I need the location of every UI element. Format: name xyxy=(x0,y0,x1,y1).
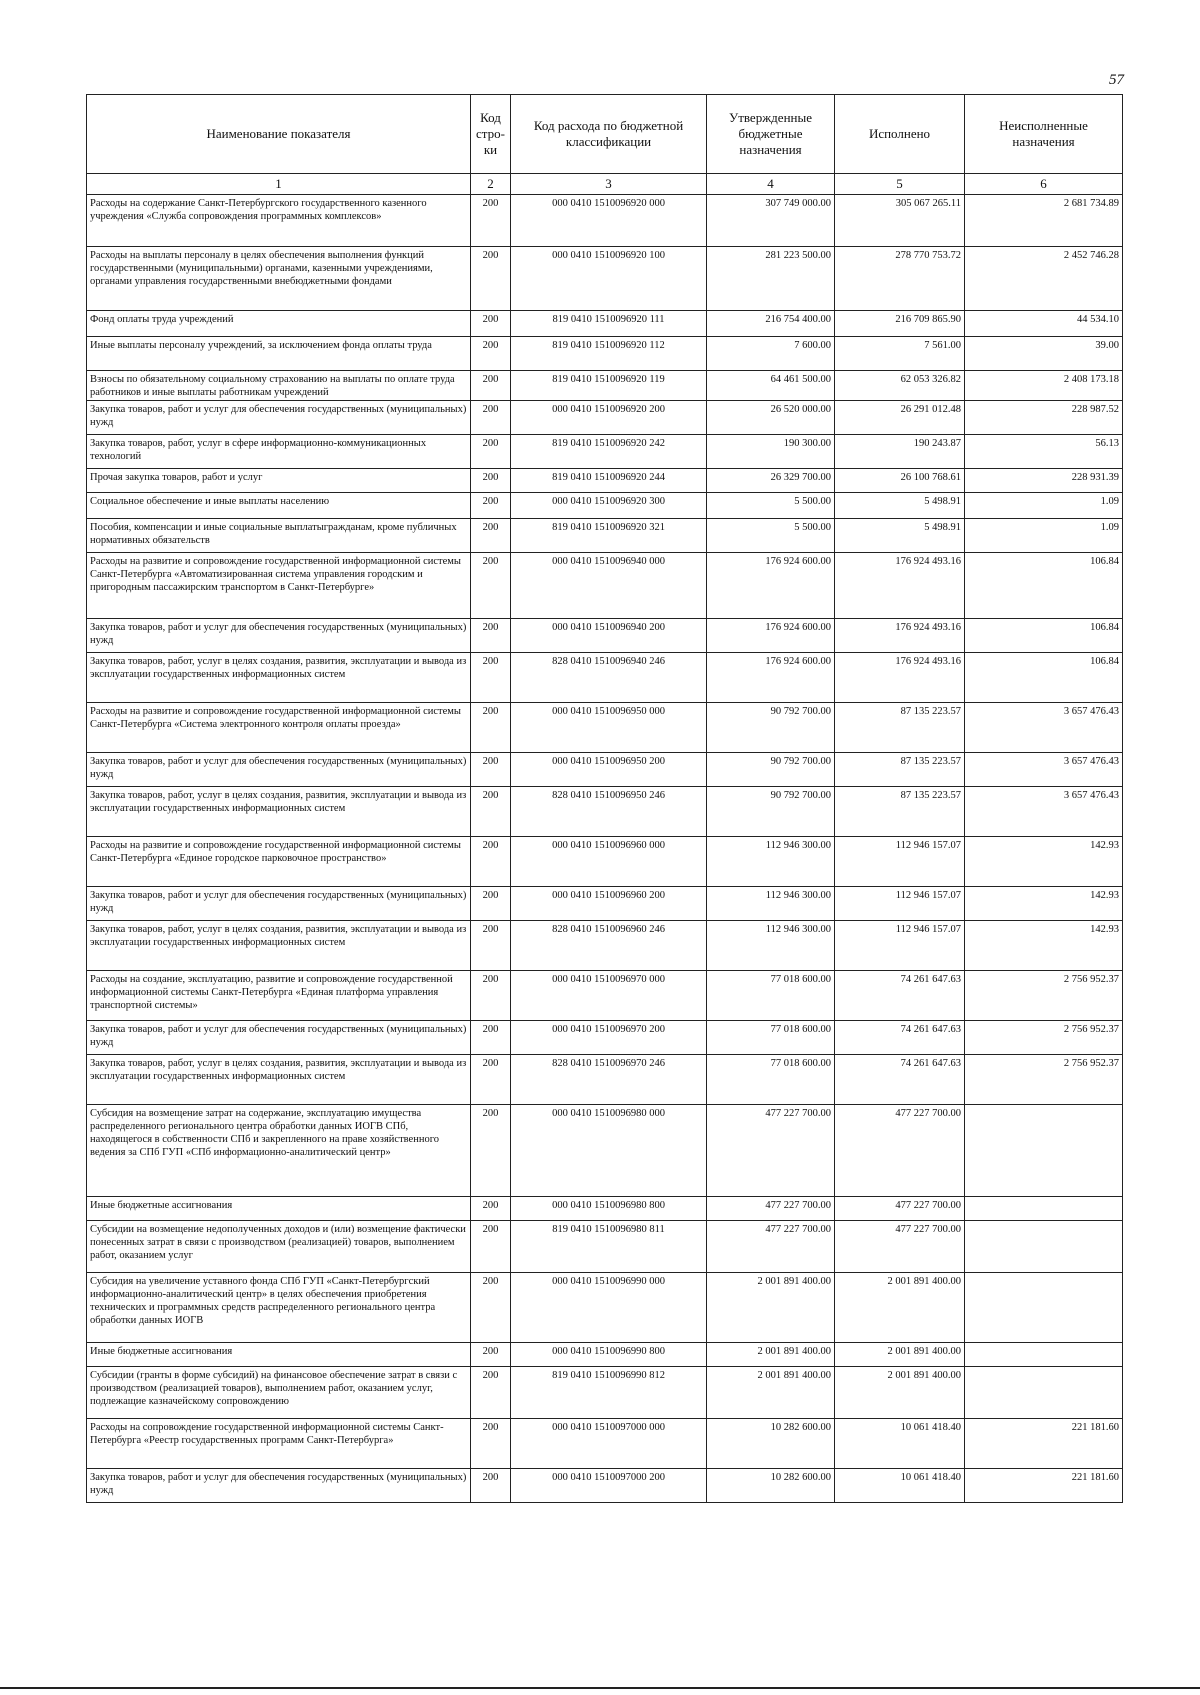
row-line-code: 200 xyxy=(471,887,511,921)
row-unexecuted: 1.09 xyxy=(965,519,1123,553)
row-name: Расходы на выплаты персоналу в целях обеспечения выполнения функций государственными (муниципальными) органами, казенными учреждениями, органами управления государственными внебюджетными фондами xyxy=(87,247,471,311)
row-executed: 74 261 647.63 xyxy=(835,1055,965,1105)
row-line-code: 200 xyxy=(471,195,511,247)
row-unexecuted xyxy=(965,1343,1123,1367)
row-name: Расходы на развитие и сопровождение государственной информационной системы Санкт-Петербурга «Единое городское парковочное пространство» xyxy=(87,837,471,887)
table-row xyxy=(87,553,1123,619)
row-name: Субсидии (гранты в форме субсидий) на финансовое обеспечение затрат в связи с производством (реализацией товаров), выполнением работ, оказанием услуг, подлежащие казначейскому сопровождению xyxy=(87,1367,471,1419)
row-executed: 477 227 700.00 xyxy=(835,1197,965,1221)
row-unexecuted: 2 756 952.37 xyxy=(965,1021,1123,1055)
row-approved: 477 227 700.00 xyxy=(707,1197,835,1221)
row-approved: 64 461 500.00 xyxy=(707,371,835,401)
bottom-rule xyxy=(0,1687,1200,1689)
row-approved: 477 227 700.00 xyxy=(707,1221,835,1273)
table-row xyxy=(87,311,1123,337)
row-approved: 77 018 600.00 xyxy=(707,971,835,1021)
row-name: Субсидии на возмещение недополученных доходов и (или) возмещение фактически понесенных затрат в связи с производством (реализацией) товаров, выполнением работ, оказанием услуг xyxy=(87,1221,471,1273)
row-budget-code: 819 0410 1510096920 119 xyxy=(511,371,707,401)
row-line-code: 200 xyxy=(471,753,511,787)
row-budget-code: 819 0410 1510096990 812 xyxy=(511,1367,707,1419)
row-budget-code: 819 0410 1510096920 244 xyxy=(511,469,707,493)
row-name: Пособия, компенсации и иные социальные выплатыгражданам, кроме публичных нормативных обязательств xyxy=(87,519,471,553)
row-budget-code: 000 0410 1510097000 000 xyxy=(511,1419,707,1469)
row-name: Фонд оплаты труда учреждений xyxy=(87,311,471,337)
table-row xyxy=(87,1273,1123,1343)
row-name: Расходы на содержание Санкт-Петербургского государственного казенного учреждения «Служба сопровождения программных комплексов» xyxy=(87,195,471,247)
row-line-code: 200 xyxy=(471,787,511,837)
row-name: Закупка товаров, работ и услуг для обеспечения государственных (муниципальных) нужд xyxy=(87,1021,471,1055)
row-budget-code: 828 0410 1510096950 246 xyxy=(511,787,707,837)
column-number: 2 xyxy=(471,174,511,195)
row-approved: 477 227 700.00 xyxy=(707,1105,835,1197)
table-row xyxy=(87,1343,1123,1367)
row-approved: 112 946 300.00 xyxy=(707,921,835,971)
row-budget-code: 000 0410 1510096940 200 xyxy=(511,619,707,653)
column-number-row xyxy=(87,174,1123,195)
row-executed: 176 924 493.16 xyxy=(835,553,965,619)
table-row xyxy=(87,787,1123,837)
row-budget-code: 828 0410 1510096970 246 xyxy=(511,1055,707,1105)
row-unexecuted: 228 931.39 xyxy=(965,469,1123,493)
row-budget-code: 819 0410 1510096920 242 xyxy=(511,435,707,469)
row-approved: 176 924 600.00 xyxy=(707,619,835,653)
table-row xyxy=(87,493,1123,519)
table-row xyxy=(87,337,1123,371)
row-line-code: 200 xyxy=(471,1367,511,1419)
row-approved: 26 520 000.00 xyxy=(707,401,835,435)
row-name: Закупка товаров, работ и услуг для обеспечения государственных (муниципальных) нужд xyxy=(87,401,471,435)
header-unexecuted: Неисполненные назначения xyxy=(965,95,1123,174)
table-row xyxy=(87,1221,1123,1273)
row-budget-code: 819 0410 1510096980 811 xyxy=(511,1221,707,1273)
row-approved: 176 924 600.00 xyxy=(707,653,835,703)
row-executed: 112 946 157.07 xyxy=(835,837,965,887)
row-budget-code: 000 0410 1510096940 000 xyxy=(511,553,707,619)
row-executed: 5 498.91 xyxy=(835,493,965,519)
row-name: Закупка товаров, работ, услуг в целях создания, развития, эксплуатации и вывода из эксплуатации государственных информационных систем xyxy=(87,787,471,837)
row-approved: 216 754 400.00 xyxy=(707,311,835,337)
row-executed: 87 135 223.57 xyxy=(835,703,965,753)
row-name: Расходы на создание, эксплуатацию, развитие и сопровождение государственной информационной системы Санкт-Петербурга «Единая платформа управления транспортной системы» xyxy=(87,971,471,1021)
row-name: Закупка товаров, работ и услуг для обеспечения государственных (муниципальных) нужд xyxy=(87,619,471,653)
row-name: Социальное обеспечение и иные выплаты населению xyxy=(87,493,471,519)
row-executed: 10 061 418.40 xyxy=(835,1419,965,1469)
row-unexecuted xyxy=(965,1105,1123,1197)
row-approved: 2 001 891 400.00 xyxy=(707,1343,835,1367)
table-row xyxy=(87,1055,1123,1105)
row-line-code: 200 xyxy=(471,1273,511,1343)
row-line-code: 200 xyxy=(471,493,511,519)
row-budget-code: 000 0410 1510096980 800 xyxy=(511,1197,707,1221)
row-unexecuted: 221 181.60 xyxy=(965,1469,1123,1503)
row-line-code: 200 xyxy=(471,1197,511,1221)
row-name: Субсидия на увеличение уставного фонда СПб ГУП «Санкт-Петербургский информационно-аналитический центр» в целях обеспечения приобретения технических и программных средств распределенного регионального центра обработки данных ИОГВ xyxy=(87,1273,471,1343)
row-name: Закупка товаров, работ, услуг в целях создания, развития, эксплуатации и вывода из эксплуатации государственных информационных систем xyxy=(87,1055,471,1105)
table-row xyxy=(87,619,1123,653)
row-budget-code: 819 0410 1510096920 111 xyxy=(511,311,707,337)
row-executed: 7 561.00 xyxy=(835,337,965,371)
column-number: 5 xyxy=(835,174,965,195)
row-executed: 74 261 647.63 xyxy=(835,971,965,1021)
row-executed: 26 291 012.48 xyxy=(835,401,965,435)
row-executed: 2 001 891 400.00 xyxy=(835,1273,965,1343)
table-row xyxy=(87,469,1123,493)
row-executed: 176 924 493.16 xyxy=(835,653,965,703)
row-budget-code: 000 0410 1510096920 300 xyxy=(511,493,707,519)
page-number: 57 xyxy=(1109,72,1124,88)
row-line-code: 200 xyxy=(471,837,511,887)
row-executed: 278 770 753.72 xyxy=(835,247,965,311)
row-executed: 216 709 865.90 xyxy=(835,311,965,337)
table-row xyxy=(87,401,1123,435)
row-executed: 477 227 700.00 xyxy=(835,1105,965,1197)
row-line-code: 200 xyxy=(471,1021,511,1055)
row-line-code: 200 xyxy=(471,1419,511,1469)
row-unexecuted: 39.00 xyxy=(965,337,1123,371)
row-line-code: 200 xyxy=(471,971,511,1021)
row-executed: 62 053 326.82 xyxy=(835,371,965,401)
row-budget-code: 000 0410 1510096970 200 xyxy=(511,1021,707,1055)
table-row xyxy=(87,1367,1123,1419)
row-budget-code: 819 0410 1510096920 321 xyxy=(511,519,707,553)
row-line-code: 200 xyxy=(471,1055,511,1105)
table-row xyxy=(87,519,1123,553)
row-line-code: 200 xyxy=(471,553,511,619)
row-budget-code: 828 0410 1510096960 246 xyxy=(511,921,707,971)
row-name: Иные бюджетные ассигнования xyxy=(87,1343,471,1367)
row-approved: 5 500.00 xyxy=(707,493,835,519)
table-row xyxy=(87,887,1123,921)
table-body xyxy=(87,174,1123,1503)
table-row xyxy=(87,247,1123,311)
table-row xyxy=(87,371,1123,401)
header-executed: Исполнено xyxy=(835,95,965,174)
row-line-code: 200 xyxy=(471,619,511,653)
table-row xyxy=(87,753,1123,787)
row-budget-code: 000 0410 1510096920 100 xyxy=(511,247,707,311)
row-unexecuted xyxy=(965,1221,1123,1273)
row-approved: 307 749 000.00 xyxy=(707,195,835,247)
row-unexecuted xyxy=(965,1367,1123,1419)
row-name: Расходы на развитие и сопровождение государственной информационной системы Санкт-Петербурга «Автоматизированная система управления городским и пригородным пассажирским транспортом в Санкт-Петербурге» xyxy=(87,553,471,619)
row-budget-code: 828 0410 1510096940 246 xyxy=(511,653,707,703)
row-executed: 2 001 891 400.00 xyxy=(835,1367,965,1419)
row-unexecuted: 1.09 xyxy=(965,493,1123,519)
row-name: Иные выплаты персоналу учреждений, за исключением фонда оплаты труда xyxy=(87,337,471,371)
row-name: Закупка товаров, работ, услуг в сфере информационно-коммуникационных технологий xyxy=(87,435,471,469)
table-row xyxy=(87,837,1123,887)
row-executed: 112 946 157.07 xyxy=(835,887,965,921)
row-executed: 5 498.91 xyxy=(835,519,965,553)
table-row xyxy=(87,1469,1123,1503)
row-unexecuted: 142.93 xyxy=(965,837,1123,887)
table-row xyxy=(87,1419,1123,1469)
row-unexecuted: 2 681 734.89 xyxy=(965,195,1123,247)
row-line-code: 200 xyxy=(471,401,511,435)
row-unexecuted: 3 657 476.43 xyxy=(965,787,1123,837)
row-name: Субсидия на возмещение затрат на содержание, эксплуатацию имущества распределенного регионального центра обработки данных ИОГВ СПб, находящегося в собственности СПб и закрепленного на праве хозяйственного ведения за СПб ГУП «СПб информационно-аналитический центр» xyxy=(87,1105,471,1197)
row-executed: 2 001 891 400.00 xyxy=(835,1343,965,1367)
table-row xyxy=(87,971,1123,1021)
row-budget-code: 000 0410 1510096990 000 xyxy=(511,1273,707,1343)
row-approved: 77 018 600.00 xyxy=(707,1055,835,1105)
report-sheet xyxy=(86,94,1122,1503)
table-row xyxy=(87,195,1123,247)
table-row xyxy=(87,1197,1123,1221)
row-executed: 26 100 768.61 xyxy=(835,469,965,493)
table-row xyxy=(87,1021,1123,1055)
row-executed: 87 135 223.57 xyxy=(835,787,965,837)
row-approved: 90 792 700.00 xyxy=(707,703,835,753)
row-executed: 112 946 157.07 xyxy=(835,921,965,971)
row-executed: 477 227 700.00 xyxy=(835,1221,965,1273)
row-approved: 112 946 300.00 xyxy=(707,837,835,887)
row-approved: 10 282 600.00 xyxy=(707,1419,835,1469)
row-unexecuted: 44 534.10 xyxy=(965,311,1123,337)
row-name: Закупка товаров, работ, услуг в целях создания, развития, эксплуатации и вывода из эксплуатации государственных информационных систем xyxy=(87,921,471,971)
row-executed: 87 135 223.57 xyxy=(835,753,965,787)
row-approved: 112 946 300.00 xyxy=(707,887,835,921)
column-number: 3 xyxy=(511,174,707,195)
row-line-code: 200 xyxy=(471,1221,511,1273)
row-line-code: 200 xyxy=(471,653,511,703)
row-name: Закупка товаров, работ и услуг для обеспечения государственных (муниципальных) нужд xyxy=(87,753,471,787)
row-approved: 90 792 700.00 xyxy=(707,753,835,787)
row-line-code: 200 xyxy=(471,1469,511,1503)
header-budget-code: Код расхода по бюджетной классификации xyxy=(511,95,707,174)
row-budget-code: 000 0410 1510096970 000 xyxy=(511,971,707,1021)
row-budget-code: 000 0410 1510096920 200 xyxy=(511,401,707,435)
row-approved: 5 500.00 xyxy=(707,519,835,553)
row-budget-code: 000 0410 1510096960 200 xyxy=(511,887,707,921)
row-name: Закупка товаров, работ, услуг в целях создания, развития, эксплуатации и вывода из эксплуатации государственных информационных систем xyxy=(87,653,471,703)
table-row xyxy=(87,703,1123,753)
row-unexecuted xyxy=(965,1273,1123,1343)
row-budget-code: 000 0410 1510096920 000 xyxy=(511,195,707,247)
table-header-row xyxy=(87,95,1123,174)
row-name: Расходы на развитие и сопровождение государственной информационной системы Санкт-Петербурга «Система электронного контроля оплаты проезда» xyxy=(87,703,471,753)
table-row xyxy=(87,1105,1123,1197)
row-unexecuted: 2 452 746.28 xyxy=(965,247,1123,311)
row-executed: 305 067 265.11 xyxy=(835,195,965,247)
row-approved: 190 300.00 xyxy=(707,435,835,469)
row-unexecuted: 56.13 xyxy=(965,435,1123,469)
row-unexecuted: 142.93 xyxy=(965,921,1123,971)
row-approved: 7 600.00 xyxy=(707,337,835,371)
row-budget-code: 000 0410 1510096990 800 xyxy=(511,1343,707,1367)
row-approved: 2 001 891 400.00 xyxy=(707,1273,835,1343)
row-budget-code: 819 0410 1510096920 112 xyxy=(511,337,707,371)
table-row xyxy=(87,653,1123,703)
column-number: 1 xyxy=(87,174,471,195)
row-name: Закупка товаров, работ и услуг для обеспечения государственных (муниципальных) нужд xyxy=(87,887,471,921)
row-unexecuted: 106.84 xyxy=(965,619,1123,653)
column-number: 6 xyxy=(965,174,1123,195)
row-line-code: 200 xyxy=(471,1343,511,1367)
row-approved: 2 001 891 400.00 xyxy=(707,1367,835,1419)
row-approved: 176 924 600.00 xyxy=(707,553,835,619)
row-budget-code: 000 0410 1510096950 000 xyxy=(511,703,707,753)
row-line-code: 200 xyxy=(471,311,511,337)
table-row xyxy=(87,435,1123,469)
row-unexecuted: 106.84 xyxy=(965,553,1123,619)
row-unexecuted: 2 756 952.37 xyxy=(965,971,1123,1021)
row-unexecuted xyxy=(965,1197,1123,1221)
row-unexecuted: 221 181.60 xyxy=(965,1419,1123,1469)
column-number: 4 xyxy=(707,174,835,195)
row-unexecuted: 2 756 952.37 xyxy=(965,1055,1123,1105)
row-line-code: 200 xyxy=(471,435,511,469)
row-unexecuted: 3 657 476.43 xyxy=(965,703,1123,753)
row-line-code: 200 xyxy=(471,337,511,371)
row-line-code: 200 xyxy=(471,921,511,971)
row-approved: 26 329 700.00 xyxy=(707,469,835,493)
row-unexecuted: 228 987.52 xyxy=(965,401,1123,435)
row-executed: 74 261 647.63 xyxy=(835,1021,965,1055)
row-unexecuted: 2 408 173.18 xyxy=(965,371,1123,401)
table-row xyxy=(87,921,1123,971)
row-unexecuted: 106.84 xyxy=(965,653,1123,703)
row-executed: 190 243.87 xyxy=(835,435,965,469)
row-name: Расходы на сопровождение государственной информационной системы Санкт-Петербурга «Реестр государственных программ Санкт-Петербурга» xyxy=(87,1419,471,1469)
row-line-code: 200 xyxy=(471,371,511,401)
row-budget-code: 000 0410 1510096950 200 xyxy=(511,753,707,787)
row-line-code: 200 xyxy=(471,703,511,753)
row-line-code: 200 xyxy=(471,247,511,311)
row-name: Взносы по обязательному социальному страхованию на выплаты по оплате труда работников и иные выплаты работникам учреждений xyxy=(87,371,471,401)
header-name: Наименование показателя xyxy=(87,95,471,174)
budget-execution-table xyxy=(86,94,1123,1503)
row-executed: 176 924 493.16 xyxy=(835,619,965,653)
row-name: Закупка товаров, работ и услуг для обеспечения государственных (муниципальных) нужд xyxy=(87,1469,471,1503)
row-approved: 281 223 500.00 xyxy=(707,247,835,311)
row-budget-code: 000 0410 1510097000 200 xyxy=(511,1469,707,1503)
row-name: Иные бюджетные ассигнования xyxy=(87,1197,471,1221)
row-approved: 77 018 600.00 xyxy=(707,1021,835,1055)
row-line-code: 200 xyxy=(471,1105,511,1197)
row-name: Прочая закупка товаров, работ и услуг xyxy=(87,469,471,493)
row-unexecuted: 142.93 xyxy=(965,887,1123,921)
header-approved: Утвержденные бюджетные назначения xyxy=(707,95,835,174)
row-line-code: 200 xyxy=(471,469,511,493)
row-approved: 10 282 600.00 xyxy=(707,1469,835,1503)
row-approved: 90 792 700.00 xyxy=(707,787,835,837)
header-line-code: Код стро-ки xyxy=(471,95,511,174)
row-line-code: 200 xyxy=(471,519,511,553)
row-budget-code: 000 0410 1510096960 000 xyxy=(511,837,707,887)
row-budget-code: 000 0410 1510096980 000 xyxy=(511,1105,707,1197)
row-unexecuted: 3 657 476.43 xyxy=(965,753,1123,787)
row-executed: 10 061 418.40 xyxy=(835,1469,965,1503)
